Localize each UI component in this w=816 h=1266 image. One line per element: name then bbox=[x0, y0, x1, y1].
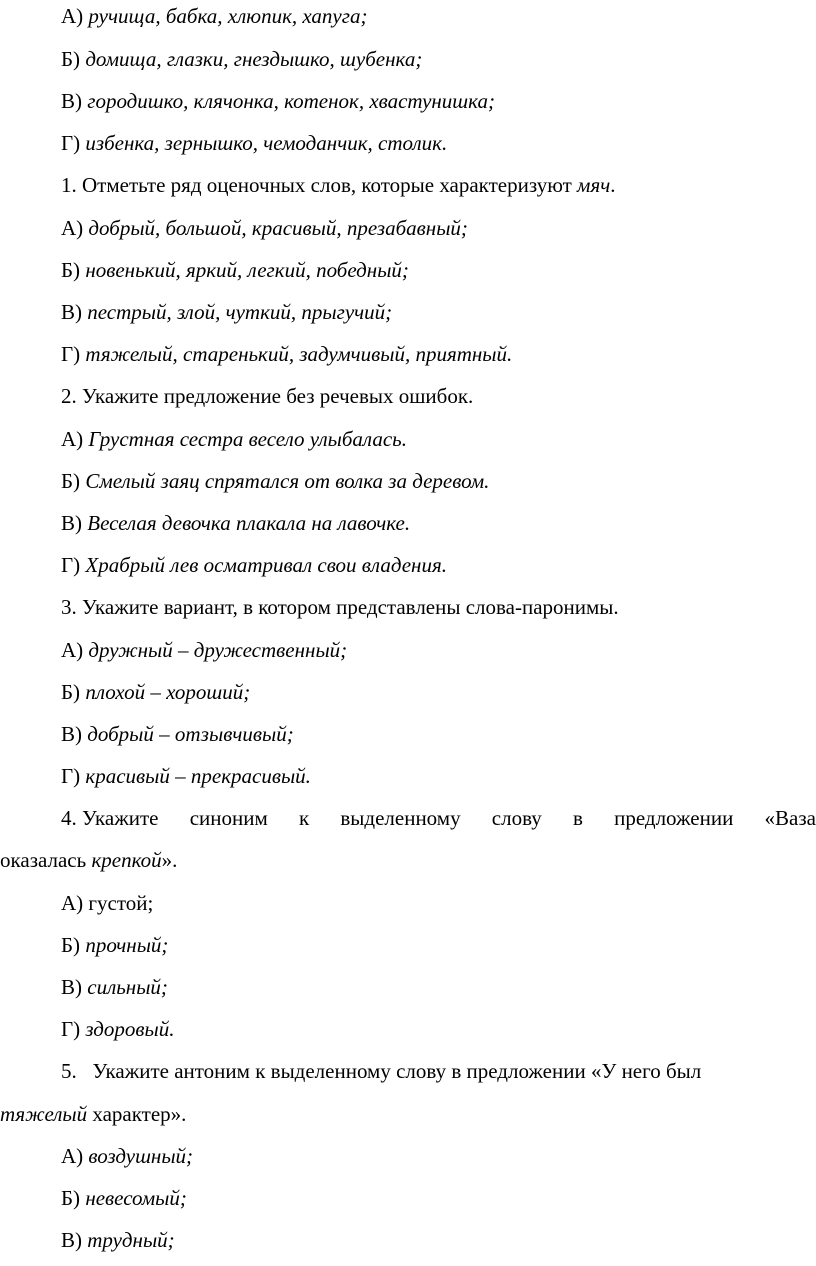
q1-option-a: А) добрый, большой, красивый, презабавный; bbox=[61, 216, 468, 240]
q4-option-c: В) сильный; bbox=[61, 975, 168, 999]
question-3-stem: 3. Укажите вариант, в котором представлены слова-паронимы. bbox=[61, 595, 619, 619]
question-1-stem: 1. Отметьте ряд оценочных слов, которые характеризуют мяч. bbox=[61, 173, 616, 197]
question-5-stem-line1: 5. Укажите антоним к выделенному слову в предложении «У него был bbox=[61, 1059, 702, 1083]
q5-option-a: А) воздушный; bbox=[61, 1144, 194, 1168]
q1-option-b: Б) новенький, яркий, легкий, победный; bbox=[61, 258, 409, 282]
q4-option-d: Г) здоровый. bbox=[61, 1017, 175, 1041]
question-4-stem-line1: 4. Укажите синоним к выделенному слову в предложении «Ваза bbox=[61, 806, 816, 830]
q3-option-d: Г) красивый – прекрасивый. bbox=[61, 764, 311, 788]
q1-option-d: Г) тяжелый, старенький, задумчивый, приятный. bbox=[61, 342, 513, 366]
question-4-stem-line2: оказалась крепкой». bbox=[0, 848, 178, 872]
option-c: В) городишко, клячонка, котенок, хвастунишка; bbox=[61, 89, 495, 113]
q4-option-b: Б) прочный; bbox=[61, 933, 169, 957]
q1-option-c: В) пестрый, злой, чуткий, прыгучий; bbox=[61, 300, 393, 324]
q5-option-b: Б) невесомый; bbox=[61, 1186, 187, 1210]
q2-option-c: В) Веселая девочка плакала на лавочке. bbox=[61, 511, 411, 535]
option-b: Б) домища, глазки, гнездышко, шубенка; bbox=[61, 47, 423, 71]
q2-option-a: А) Грустная сестра весело улыбалась. bbox=[61, 427, 407, 451]
question-5-stem-line2: тяжелый характер». bbox=[0, 1102, 187, 1126]
q2-option-b: Б) Смелый заяц спрятался от волка за деревом. bbox=[61, 469, 490, 493]
q3-option-c: В) добрый – отзывчивый; bbox=[61, 722, 294, 746]
option-a: А) ручища, бабка, хлюпик, хапуга; bbox=[61, 4, 368, 28]
option-d: Г) избенка, зернышко, чемоданчик, столик. bbox=[61, 131, 448, 155]
q5-option-c: В) трудный; bbox=[61, 1228, 175, 1252]
question-2-stem: 2. Укажите предложение без речевых ошибок. bbox=[61, 384, 474, 408]
q3-option-b: Б) плохой – хороший; bbox=[61, 680, 251, 704]
q2-option-d: Г) Храбрый лев осматривал свои владения. bbox=[61, 553, 447, 577]
q4-option-a: А) густой; bbox=[61, 891, 154, 915]
q3-option-a: А) дружный – дружественный; bbox=[61, 638, 348, 662]
